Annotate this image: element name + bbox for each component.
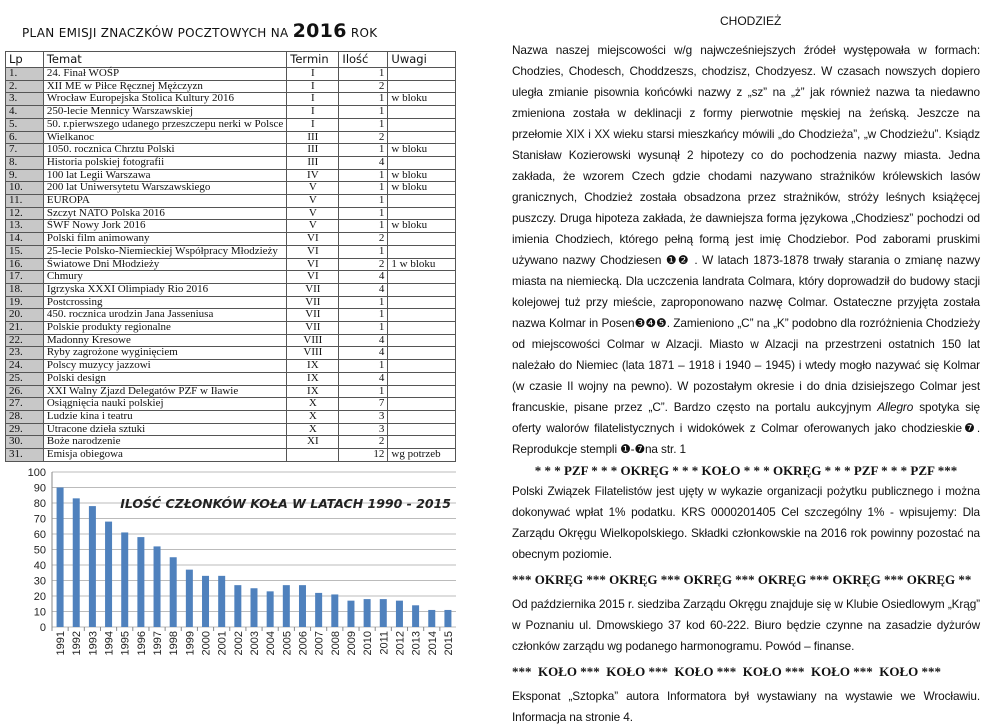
x-tick-label: 1995 <box>119 631 132 656</box>
row-notes <box>388 131 456 144</box>
bar <box>202 576 209 627</box>
row-notes <box>388 68 456 81</box>
y-tick-label: 80 <box>33 498 46 510</box>
row-notes <box>388 283 456 296</box>
row-number: 5. <box>6 118 44 131</box>
row-quantity: 1 <box>339 296 388 309</box>
row-notes <box>388 118 456 131</box>
row-number: 26. <box>6 385 44 398</box>
row-term: V <box>287 207 339 220</box>
row-notes <box>388 195 456 208</box>
row-topic: Ryby zagrożone wyginięciem <box>43 347 286 360</box>
row-topic: Osiągnięcia nauki polskiej <box>43 398 286 411</box>
row-topic: XXI Walny Zjazd Delegatów PZF w Iławie <box>43 385 286 398</box>
table-row <box>6 220 456 233</box>
row-topic: 450. rocznica urodzin Jana Jasseniusa <box>43 309 286 322</box>
row-number: 12. <box>6 207 44 220</box>
table-row <box>6 347 456 360</box>
bar <box>347 601 354 627</box>
bar <box>170 557 177 627</box>
row-notes <box>388 372 456 385</box>
table-row <box>6 398 456 411</box>
table-row <box>6 322 456 335</box>
y-tick-label: 50 <box>33 544 46 557</box>
row-quantity: 4 <box>339 271 388 284</box>
row-number: 19. <box>6 296 44 309</box>
row-quantity: 3 <box>339 410 388 423</box>
row-term: V <box>287 182 339 195</box>
bar <box>444 610 451 627</box>
row-topic: Ludzie kina i teatru <box>43 410 286 423</box>
y-tick-label: 90 <box>33 482 46 495</box>
stamp-markers: ❶❷ <box>665 253 690 267</box>
y-tick-label: 40 <box>33 560 46 572</box>
row-number: 10. <box>6 182 44 195</box>
row-number: 6. <box>6 131 44 144</box>
title-suffix: ROK <box>350 26 378 40</box>
row-number: 17. <box>6 271 44 284</box>
x-tick-label: 2009 <box>345 631 358 656</box>
table-row <box>6 334 456 347</box>
paragraph-history <box>512 40 980 460</box>
row-notes <box>388 360 456 373</box>
row-quantity: 1 <box>339 220 388 233</box>
row-number: 21. <box>6 322 44 335</box>
row-topic: Utracone dzieła sztuki <box>43 423 286 436</box>
paragraph-kolo: Eksponat „Sztopka” autora Informatora był wystawiany na wystawie we Wrocławiu. Informacja na stronie 4. <box>512 689 980 724</box>
row-term: VIII <box>287 334 339 347</box>
row-topic: ŚWF Nowy Jork 2016 <box>43 220 286 233</box>
row-term: I <box>287 118 339 131</box>
row-topic: Wielkanoc <box>43 131 286 144</box>
row-quantity: 1 <box>339 245 388 258</box>
row-notes <box>388 271 456 284</box>
row-notes: w bloku <box>388 93 456 106</box>
bar <box>396 601 403 627</box>
row-term: IV <box>287 169 339 182</box>
table-row <box>6 182 456 195</box>
row-topic: Polskie produkty regionalne <box>43 322 286 335</box>
title-year: 2016 <box>292 20 347 42</box>
table-row <box>6 131 456 144</box>
row-quantity: 4 <box>339 347 388 360</box>
row-number: 7. <box>6 144 44 157</box>
row-topic: Historia polskiej fotografii <box>43 156 286 169</box>
row-term <box>287 449 339 462</box>
bar <box>121 532 128 627</box>
row-topic: Wrocław Europejska Stolica Kultury 2016 <box>43 93 286 106</box>
x-tick-label: 2002 <box>232 631 245 656</box>
row-quantity: 1 <box>339 360 388 373</box>
text: . W latach 1873-1878 trwały starania o zmianę nazwy miasta na niemiecką. Dla uczczenia landrata Colmara, który doprowadził do budowy stacji kolejowej tuż przy mieście, zaproponowano nazwę Colmar. Ostateczne przyjęta została nazwa Kolmar in Posen <box>512 253 980 330</box>
table-row <box>6 309 456 322</box>
title-prefix: PLAN EMISJI ZNACZKÓW POCZTOWYCH NA <box>22 26 289 40</box>
allegro-text: Allegro <box>877 400 914 414</box>
row-term: X <box>287 410 339 423</box>
row-term: VII <box>287 283 339 296</box>
bar <box>331 594 338 627</box>
separator-kolo: *** KOŁO *** KOŁO *** KOŁO *** KOŁO *** KOŁO *** KOŁO *** <box>512 664 942 679</box>
row-topic: 50. r.pierwszego udanego przeszczepu nerki w Polsce <box>43 118 286 131</box>
separator-pzf: * * * PZF * * * OKRĘG * * * KOŁO * * * OKRĘG * * * PZF * * * PZF *** <box>534 463 958 478</box>
bar <box>364 599 371 627</box>
row-topic: Polski design <box>43 372 286 385</box>
table-row <box>6 169 456 182</box>
separator-okreg: *** OKRĘG *** OKRĘG *** OKRĘG *** OKRĘG *** OKRĘG *** OKRĘG ** <box>512 572 972 587</box>
text: na str. 1 <box>644 442 687 456</box>
table-row <box>6 93 456 106</box>
row-quantity: 2 <box>339 258 388 271</box>
members-bar-chart <box>20 465 470 670</box>
column-header: Ilość <box>339 52 388 68</box>
row-quantity: 1 <box>339 195 388 208</box>
x-tick-label: 1999 <box>184 631 197 656</box>
x-tick-label: 1992 <box>71 631 84 656</box>
table-body <box>6 68 456 462</box>
table-row <box>6 80 456 93</box>
row-number: 23. <box>6 347 44 360</box>
row-quantity: 1 <box>339 385 388 398</box>
row-term: IX <box>287 372 339 385</box>
row-number: 29. <box>6 423 44 436</box>
x-tick-label: 2000 <box>200 631 213 656</box>
paragraph-okreg: Od października 2015 r. siedziba Zarządu Okręgu znajduje się w Klubie Osiedlowym „Krąg” w Poznaniu ul. Dmowskiego 37 kod 60-222. Biuro będzie czynne na zasadzie dyżurów członków zarządu wg podanego harmonogramu. Powód – finanse. <box>512 597 980 653</box>
x-tick-label: 2001 <box>216 631 229 656</box>
row-term: XI <box>287 436 339 449</box>
row-quantity: 1 <box>339 68 388 81</box>
row-notes <box>388 436 456 449</box>
row-topic: Madonny Kresowe <box>43 334 286 347</box>
row-quantity: 1 <box>339 118 388 131</box>
row-term: VI <box>287 245 339 258</box>
row-term: VII <box>287 309 339 322</box>
row-number: 11. <box>6 195 44 208</box>
x-tick-label: 2006 <box>297 631 310 656</box>
x-tick-label: 2015 <box>442 631 455 656</box>
chart-title: ILOŚĆ CZŁONKÓW KOŁA W LATACH 1990 - 2015 <box>120 496 451 511</box>
row-quantity: 4 <box>339 283 388 296</box>
row-number: 14. <box>6 233 44 246</box>
table-row <box>6 118 456 131</box>
bar <box>412 605 419 627</box>
x-tick-label: 1996 <box>135 631 148 656</box>
stamp-plan-table <box>5 51 456 462</box>
row-term: VII <box>287 296 339 309</box>
bar <box>137 537 144 627</box>
bar <box>154 546 161 627</box>
y-tick-label: 10 <box>33 606 46 619</box>
row-notes: w bloku <box>388 182 456 195</box>
table-row <box>6 68 456 81</box>
row-quantity: 1 <box>339 93 388 106</box>
row-number: 8. <box>6 156 44 169</box>
row-topic: 25-lecie Polsko-Niemieckiej Współpracy Młodzieży <box>43 245 286 258</box>
row-notes <box>388 322 456 335</box>
y-tick-label: 20 <box>33 591 46 603</box>
row-number: 1. <box>6 68 44 81</box>
paragraph-pzf: Polski Związek Filatelistów jest ujęty w wykazie organizacji pożytku publicznego i można dokonywać wpłat 1% podatku. KRS 0000201405 Cel szczególny 1% - wpisujemy: Dla Zarządu Okręgu Wielkopolskiego. Składki członkowskie na 2016 rok powinny pozostać na obecnym poziomie. <box>512 484 980 561</box>
row-topic: Igrzyska XXXI Olimpiady Rio 2016 <box>43 283 286 296</box>
x-tick-label: 1997 <box>152 631 165 656</box>
row-quantity: 7 <box>339 398 388 411</box>
table-row <box>6 360 456 373</box>
bar <box>89 506 96 627</box>
text: Nazwa naszej miejscowości w/g najwcześniejszych źródeł występowała w formach: Chodzies, Chodesch, Choddzeszs, chodzisz, Chodzyesz. W czasach nowszych dopiero uległa zmianie pisownia końcówki nazwy z „sz” na „ż” jak również nazwa ta niedawno zmieniona została w deklinacji z formy pierwotnie męskiej na żeńską. Jeszcze na przełomie XIX i XX wieku starsi mieszkańcy mówili „do Chodzieża”, „w Chodzieżu”. Ksiądz Stanisław Kozierowski wysunął 2 hipotezy co do pochodzenia nazwy miasta. Jedna zakłada, że wzorem Czech gdzie chodami nazywano strażników królewskich lasów granicznych, Chodzież została obsadzona przez strażników, stróży leśnych książęcej puszczy. Druga hipoteza zakłada, że dawniejsza forma językowa „Chodziesz” pochodzi od imienia Chodziech, którego pełną formą jest imię Chodziebor. Pod zaborami pruskimi używano nazwy Chodziesen <box>512 43 980 267</box>
table-row <box>6 106 456 119</box>
text: . Zamieniono „C” na „K” podobno dla rozróżnienia Chodzieży od miejscowości Colmar w Alzacji. Miasto w Alzacji na przestrzeni ostatnich 150 lat należało do Niemiec (lata 1871 – 1918 i 1940 – 1945) i wtedy mogło nazywać się Kolmar (w czasie II wojny na pewno). W pozostałym okresie i do dnia dzisiejszego Colmar jest francuskie, pisane przez „C”. Bardzo często na portalu aukcyjnym <box>512 316 980 414</box>
row-topic: Polski film animowany <box>43 233 286 246</box>
bar <box>218 576 225 627</box>
row-number: 15. <box>6 245 44 258</box>
row-notes: w bloku <box>388 169 456 182</box>
bar <box>73 498 80 627</box>
bar <box>315 593 322 627</box>
row-quantity: 12 <box>339 449 388 462</box>
row-notes <box>388 410 456 423</box>
row-topic: Szczyt NATO Polska 2016 <box>43 207 286 220</box>
table-row <box>6 372 456 385</box>
row-number: 13. <box>6 220 44 233</box>
row-term: V <box>287 195 339 208</box>
stamp-markers: ❶-❼ <box>620 442 645 456</box>
row-number: 22. <box>6 334 44 347</box>
x-tick-label: 2012 <box>394 631 407 656</box>
row-topic: Polscy muzycy jazzowi <box>43 360 286 373</box>
text: spotyka się oferty walorów filatelistycznych i widokówek z Colmar oferowanych jako chodzieskie <box>512 400 980 435</box>
table-row <box>6 258 456 271</box>
stamp-markers: ❸❹❺ <box>634 316 667 330</box>
row-notes: w bloku <box>388 220 456 233</box>
row-quantity: 1 <box>339 182 388 195</box>
x-tick-label: 2008 <box>329 631 342 656</box>
row-quantity: 2 <box>339 131 388 144</box>
row-notes <box>388 245 456 258</box>
row-topic: EUROPA <box>43 195 286 208</box>
row-quantity: 1 <box>339 309 388 322</box>
row-topic: Postcrossing <box>43 296 286 309</box>
row-notes <box>388 423 456 436</box>
table-row <box>6 195 456 208</box>
bar <box>380 599 387 627</box>
row-number: 4. <box>6 106 44 119</box>
table-header-row <box>6 52 456 68</box>
table-row <box>6 410 456 423</box>
x-tick-label: 2005 <box>281 631 294 656</box>
row-term: V <box>287 220 339 233</box>
row-term: VI <box>287 271 339 284</box>
row-term: X <box>287 423 339 436</box>
table-row <box>6 207 456 220</box>
table-row <box>6 233 456 246</box>
row-notes <box>388 106 456 119</box>
row-notes <box>388 309 456 322</box>
table-row <box>6 449 456 462</box>
x-tick-label: 2011 <box>378 631 391 655</box>
bar <box>283 585 290 627</box>
stamp-markers: ❼ <box>961 421 977 435</box>
table-row <box>6 283 456 296</box>
row-topic: XII ME w Piłce Ręcznej Mężczyzn <box>43 80 286 93</box>
row-number: 9. <box>6 169 44 182</box>
row-topic: Światowe Dni Młodzieży <box>43 258 286 271</box>
table-row <box>6 144 456 157</box>
row-number: 16. <box>6 258 44 271</box>
row-quantity: 4 <box>339 156 388 169</box>
row-quantity: 1 <box>339 169 388 182</box>
table-row <box>6 296 456 309</box>
row-number: 18. <box>6 283 44 296</box>
x-tick-label: 1993 <box>87 631 100 656</box>
x-tick-label: 2003 <box>249 631 261 656</box>
bar <box>428 610 435 627</box>
right-column <box>512 40 980 728</box>
row-number: 27. <box>6 398 44 411</box>
x-tick-label: 1991 <box>55 631 68 656</box>
row-number: 3. <box>6 93 44 106</box>
row-term: III <box>287 131 339 144</box>
row-topic: 1050. rocznica Chrztu Polski <box>43 144 286 157</box>
x-tick-label: 1998 <box>168 631 181 656</box>
row-notes <box>388 296 456 309</box>
x-tick-label: 1994 <box>103 631 116 656</box>
bar <box>105 522 112 627</box>
table-row <box>6 385 456 398</box>
bar <box>299 585 306 627</box>
row-quantity: 2 <box>339 233 388 246</box>
row-topic: Emisja obiegowa <box>43 449 286 462</box>
row-quantity: 2 <box>339 436 388 449</box>
row-topic: 24. Finał WOŚP <box>43 68 286 81</box>
row-notes: 1 w bloku <box>388 258 456 271</box>
row-notes <box>388 398 456 411</box>
row-notes <box>388 347 456 360</box>
row-number: 28. <box>6 410 44 423</box>
row-quantity: 4 <box>339 334 388 347</box>
row-term: IX <box>287 385 339 398</box>
table-row <box>6 271 456 284</box>
row-number: 20. <box>6 309 44 322</box>
article-heading: CHODZIEŻ <box>720 14 782 28</box>
row-notes <box>388 385 456 398</box>
table-row <box>6 245 456 258</box>
row-term: I <box>287 106 339 119</box>
y-tick-label: 100 <box>27 467 46 479</box>
y-tick-label: 0 <box>39 622 46 634</box>
column-header: Lp <box>6 52 44 68</box>
row-term: X <box>287 398 339 411</box>
bar <box>251 588 258 627</box>
row-quantity: 4 <box>339 372 388 385</box>
bar <box>57 488 64 628</box>
x-tick-label: 2010 <box>362 631 375 656</box>
row-term: III <box>287 144 339 157</box>
row-topic: Chmury <box>43 271 286 284</box>
x-tick-label: 2013 <box>410 631 423 656</box>
x-tick-label: 2014 <box>426 631 439 656</box>
bar <box>186 570 193 627</box>
table-row <box>6 436 456 449</box>
row-notes <box>388 80 456 93</box>
row-topic: 200 lat Uniwersytetu Warszawskiego <box>43 182 286 195</box>
row-number: 24. <box>6 360 44 373</box>
table-row <box>6 423 456 436</box>
bar <box>234 585 241 627</box>
row-term: I <box>287 80 339 93</box>
row-term: VIII <box>287 347 339 360</box>
row-term: VI <box>287 258 339 271</box>
table-row <box>6 156 456 169</box>
column-header: Temat <box>43 52 286 68</box>
row-notes: w bloku <box>388 144 456 157</box>
row-number: 25. <box>6 372 44 385</box>
row-term: I <box>287 93 339 106</box>
row-term: IX <box>287 360 339 373</box>
row-term: VII <box>287 322 339 335</box>
row-quantity: 1 <box>339 144 388 157</box>
row-notes <box>388 156 456 169</box>
y-tick-label: 70 <box>33 513 46 526</box>
y-tick-label: 60 <box>33 529 46 541</box>
x-tick-label: 2007 <box>313 631 326 656</box>
x-tick-label: 2004 <box>265 631 278 656</box>
row-number: 30. <box>6 436 44 449</box>
y-tick-label: 30 <box>33 575 46 588</box>
row-notes <box>388 233 456 246</box>
plan-title <box>22 20 377 42</box>
bar <box>267 591 274 627</box>
row-term: VI <box>287 233 339 246</box>
row-quantity: 1 <box>339 207 388 220</box>
row-quantity: 2 <box>339 80 388 93</box>
row-quantity: 1 <box>339 106 388 119</box>
row-topic: Boże narodzenie <box>43 436 286 449</box>
row-notes <box>388 334 456 347</box>
row-notes: wg potrzeb <box>388 449 456 462</box>
row-topic: 250-lecie Mennicy Warszawskiej <box>43 106 286 119</box>
column-header: Termin <box>287 52 339 68</box>
row-term: I <box>287 68 339 81</box>
row-quantity: 1 <box>339 322 388 335</box>
row-notes <box>388 207 456 220</box>
row-topic: 100 lat Legii Warszawa <box>43 169 286 182</box>
text: . Reprodukcje stempli <box>512 421 980 456</box>
row-number: 2. <box>6 80 44 93</box>
row-quantity: 3 <box>339 423 388 436</box>
column-header: Uwagi <box>388 52 456 68</box>
row-term: III <box>287 156 339 169</box>
row-number: 31. <box>6 449 44 462</box>
